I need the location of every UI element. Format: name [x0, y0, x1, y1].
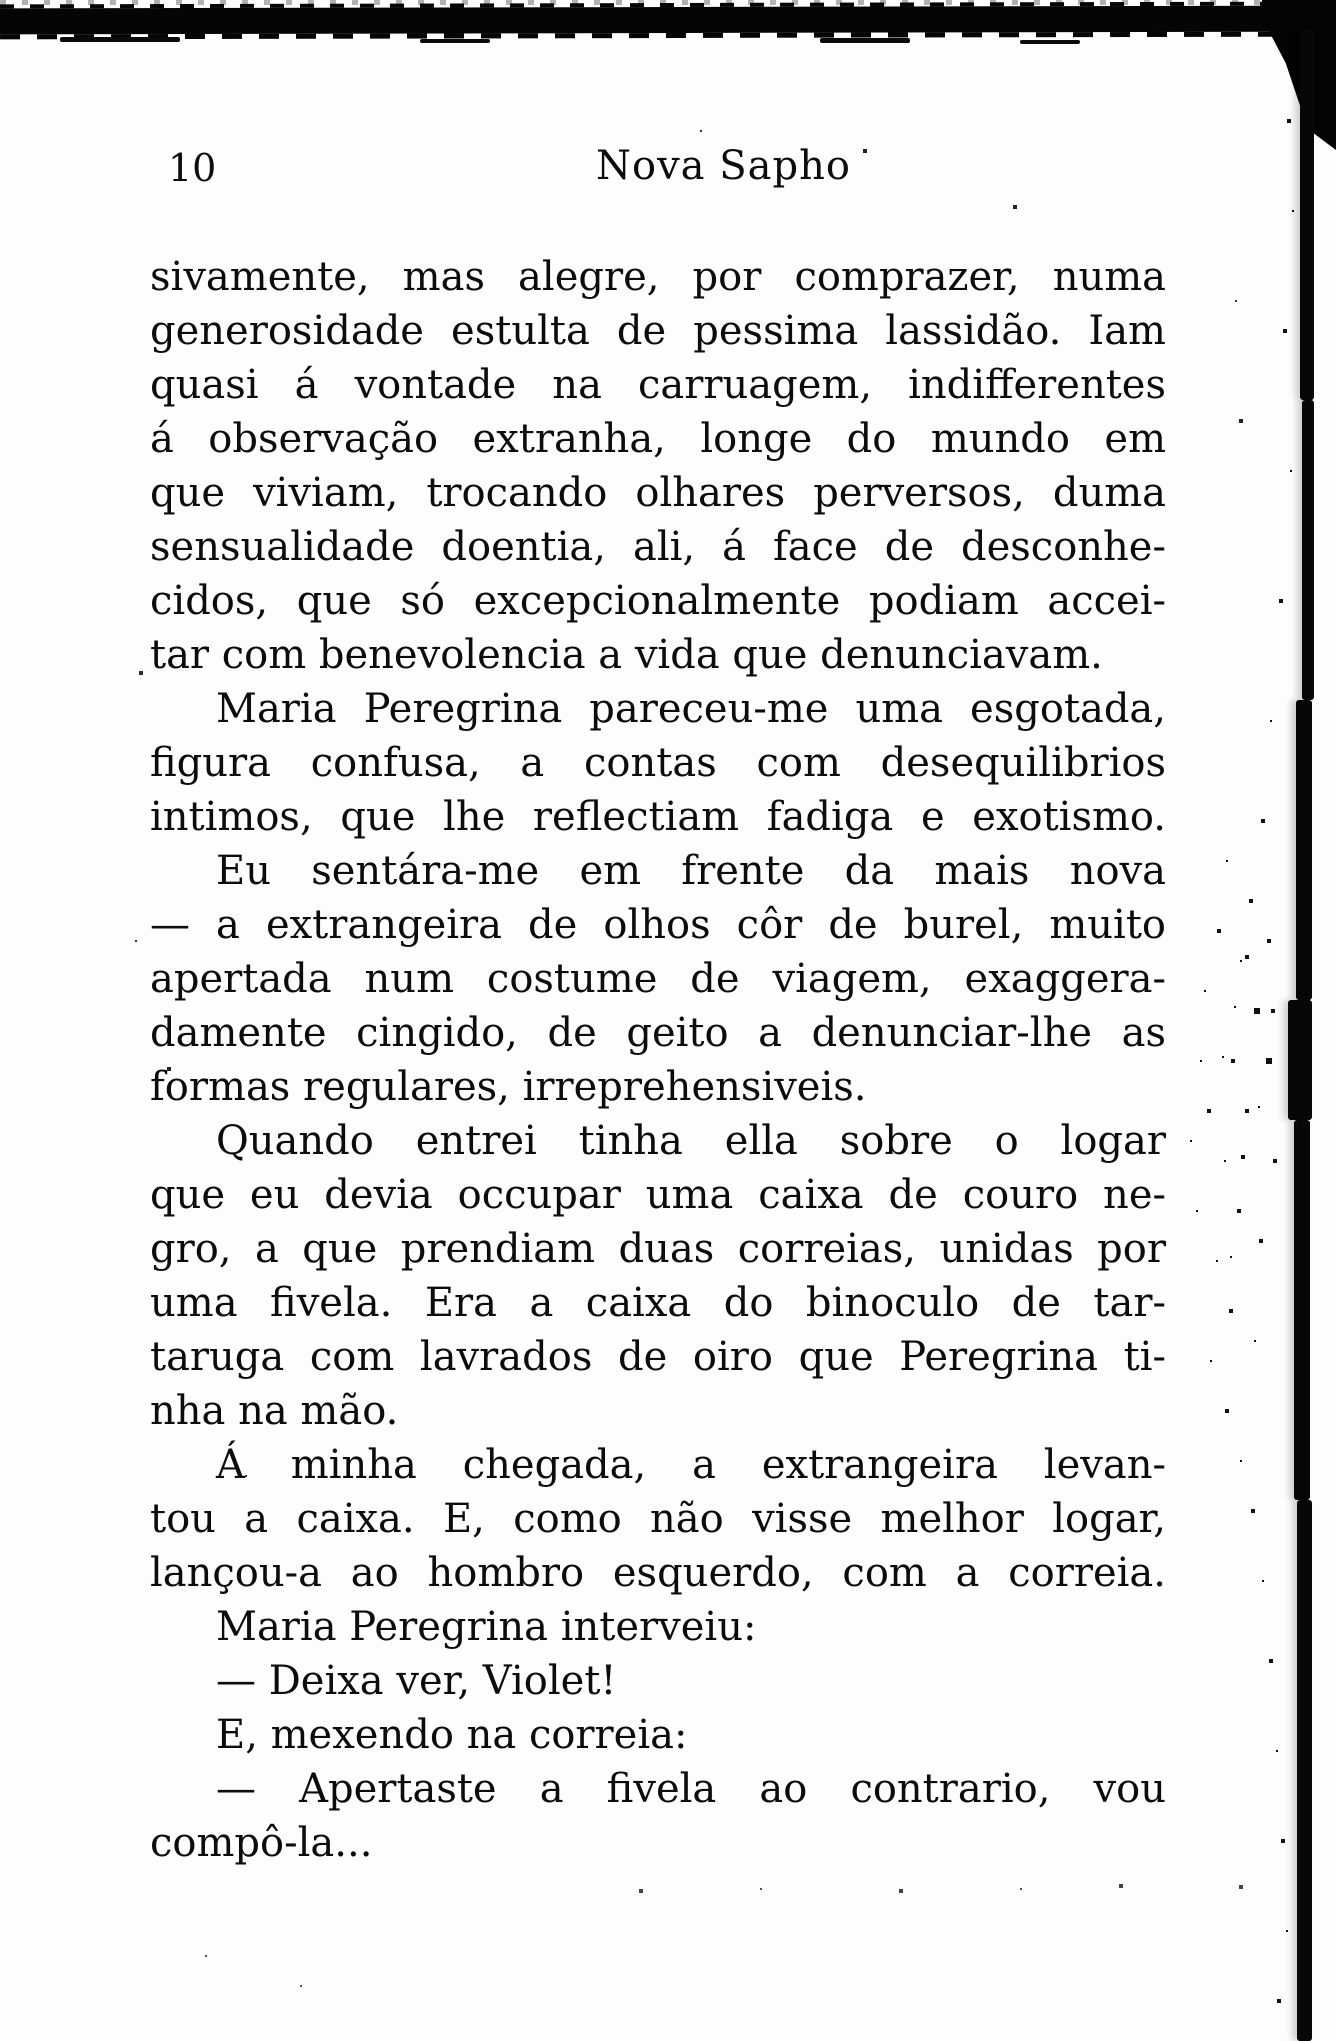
- scan-dash: [420, 39, 490, 43]
- body-line: Quando entrei tinha ella sobre o logar: [216, 1118, 1166, 1164]
- body-line: tou a caixa. E, como não visse melhor logar,: [150, 1496, 1166, 1542]
- body-line: generosidade estulta de pessima lassidão. Iam: [150, 308, 1166, 354]
- body-line: Á minha chegada, a extrangeira levan-: [216, 1442, 1166, 1488]
- body-line: Maria Peregrina interveiu:: [216, 1604, 757, 1650]
- body-line: á observação extranha, longe do mundo em: [150, 416, 1166, 462]
- scan-spine-band: [1296, 700, 1312, 1000]
- body-line: nha na mão.: [150, 1388, 399, 1434]
- body-line: cidos, que só excepcionalmente podiam accei-: [150, 578, 1166, 624]
- body-line: Eu sentára-me em frente da mais nova: [216, 848, 1166, 894]
- body-line: uma fivela. Era a caixa do binoculo de tar-: [150, 1280, 1166, 1326]
- body-line: que viviam, trocando olhares perversos, duma: [150, 470, 1166, 516]
- body-line: quasi á vontade na carruagem, indifferentes: [150, 362, 1166, 408]
- body-line: taruga com lavrados de oiro que Peregrina ti-: [150, 1334, 1166, 1380]
- scan-specks-spine: [0, 0, 2, 2]
- body-line: damente cingido, de geito a denunciar-lhe as: [150, 1010, 1166, 1056]
- body-line: compô-la...: [150, 1820, 373, 1866]
- scan-black-band-top: [0, 6, 1336, 35]
- scan-blob-top-right: [1262, 0, 1336, 150]
- scan-dash: [1020, 40, 1080, 44]
- body-line: sensualidade doentia, ali, á face de desconhe-: [150, 524, 1166, 570]
- body-line: E, mexendo na correia:: [216, 1712, 688, 1758]
- scan-dash: [60, 37, 180, 42]
- body-line: tar com benevolencia a vida que denunciavam.: [150, 632, 1103, 678]
- body-line: apertada num costume de viagem, exaggera-: [150, 956, 1166, 1002]
- page-number: 10: [168, 146, 217, 190]
- running-title: Nova Sapho: [596, 143, 851, 189]
- page-body: [150, 250, 1166, 1870]
- scan-spine-band: [1294, 1120, 1310, 1500]
- body-line: figura confusa, a contas com desequilibrios: [150, 740, 1166, 786]
- scan-spine-band: [1302, 400, 1314, 700]
- scan-dash: [820, 38, 910, 43]
- body-line: formas regulares, irreprehensiveis.: [150, 1064, 867, 1110]
- body-line: — Deixa ver, Violet!: [216, 1658, 617, 1704]
- body-line: — Apertaste a fivela ao contrario, vou: [216, 1766, 1166, 1812]
- body-line: Maria Peregrina pareceu-me uma esgotada,: [216, 686, 1166, 732]
- body-line: sivamente, mas alegre, por comprazer, numa: [150, 254, 1166, 300]
- scan-spine-band: [1300, 30, 1314, 400]
- scan-spine-band: [1288, 1000, 1312, 1120]
- body-line: que eu devia occupar uma caixa de couro ne-: [150, 1172, 1166, 1218]
- body-line: — a extrangeira de olhos côr de burel, muito: [150, 902, 1166, 948]
- body-line: gro, a que prendiam duas correias, unidas por: [150, 1226, 1166, 1272]
- body-line: intimos, que lhe reflectiam fadiga e exotismo.: [150, 794, 1166, 840]
- scan-spine-band: [1297, 1500, 1312, 2041]
- body-line: lançou-a ao hombro esquerdo, com a correia.: [150, 1550, 1166, 1596]
